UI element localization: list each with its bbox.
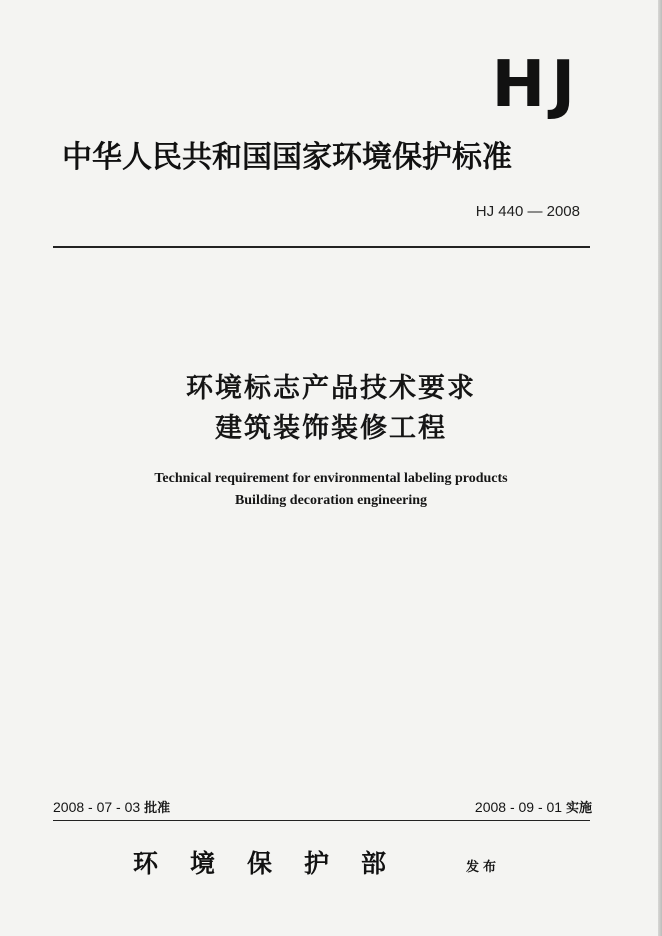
page-edge	[658, 0, 662, 936]
title-en-line1: Technical requirement for environmental labeling products	[154, 471, 508, 486]
effective-date-line	[475, 798, 592, 818]
issue-label: 批准	[144, 801, 171, 816]
title-zh-line1: 环境标志产品技术要求	[186, 373, 476, 404]
footer-divider	[53, 820, 590, 821]
publisher: 环境保护部	[133, 849, 419, 878]
title-en-line2: Building decoration engineering	[234, 493, 428, 508]
publish-action: 发布	[466, 860, 501, 875]
effective-date: 2008 - 09 - 01	[474, 799, 563, 815]
agency-title: 中华人民共和国国家环境保护标准	[62, 140, 512, 175]
title-zh-line2: 建筑装饰装修工程	[215, 413, 447, 444]
issue-date: 2008 - 07 - 03	[53, 799, 141, 815]
header-divider	[53, 246, 590, 248]
standard-number: HJ 440 — 2008	[475, 203, 580, 220]
hj-logo: HJ	[491, 48, 581, 122]
effective-label: 实施	[565, 801, 592, 816]
issue-date-line	[53, 798, 170, 818]
